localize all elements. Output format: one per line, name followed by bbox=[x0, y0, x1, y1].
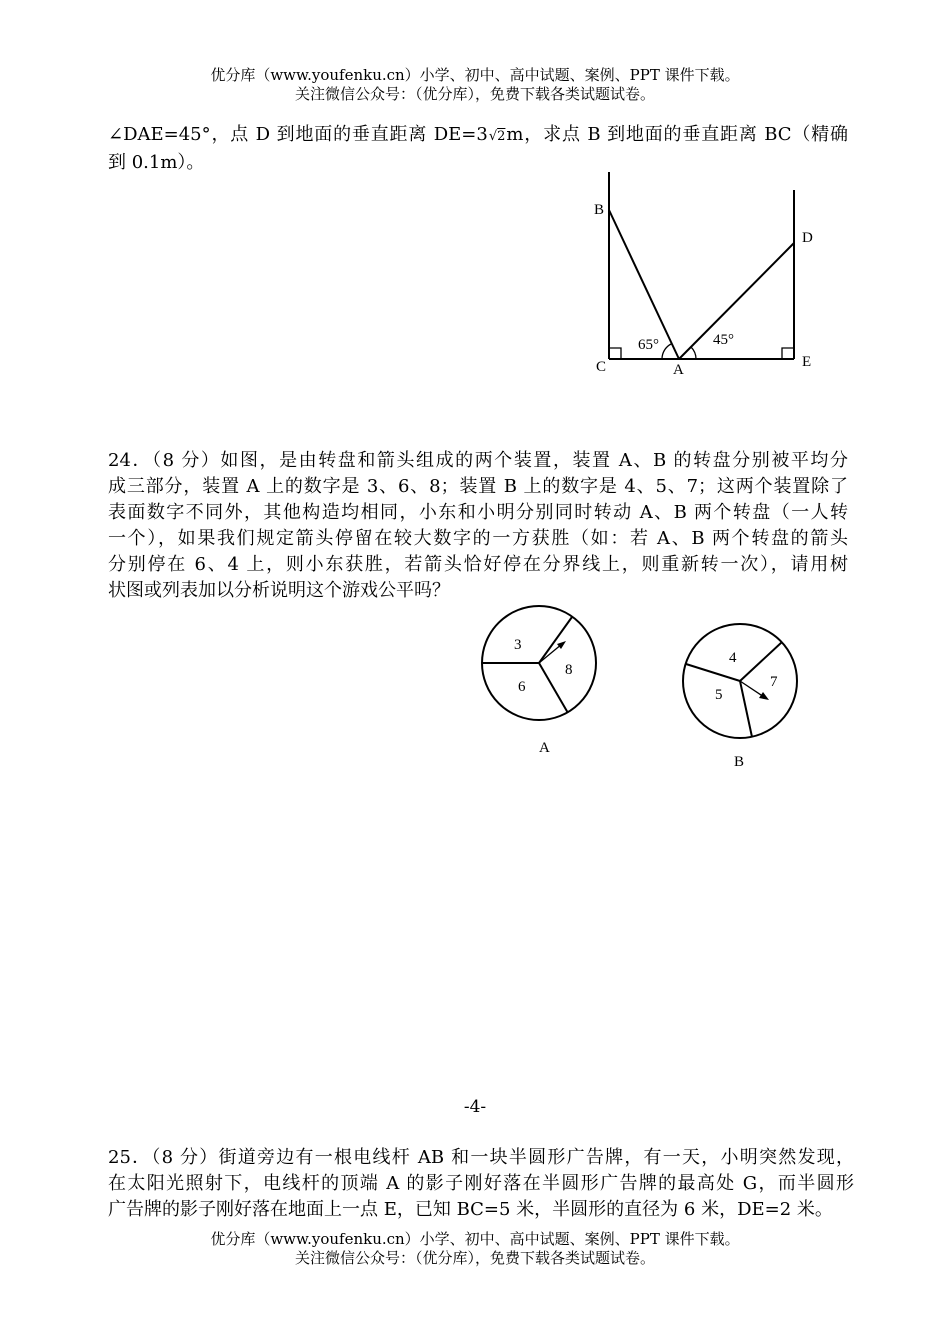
label-e: E bbox=[802, 354, 812, 370]
header-line-1: 优分库（www.youfenku.cn）小学、初中、高中试题、案例、PPT 课件下载。 bbox=[210, 66, 740, 84]
q24-line-2: 成三部分，装置 A 上的数字是 3、6、8；装置 B 上的数字是 4、5、7；这两个装置除了 bbox=[108, 476, 848, 497]
spinner-b-arrow-head bbox=[759, 692, 769, 700]
spinner-a-number-6: 6 bbox=[518, 679, 526, 695]
label-c: C bbox=[596, 359, 607, 375]
q24-line-3: 表面数字不同外，其他构造均相同，小东和小明分别同时转动 A、B 两个转盘（一人转 bbox=[108, 502, 848, 523]
header-line-2: 关注微信公众号：（优分库），免费下载各类试题试卷。 bbox=[294, 85, 655, 103]
spinner-b-divider-1 bbox=[686, 664, 740, 681]
label-a: A bbox=[673, 362, 684, 378]
spinner-b-number-5: 5 bbox=[715, 687, 723, 703]
spinner-b-label: B bbox=[734, 754, 745, 770]
page-number: -4- bbox=[463, 1097, 487, 1117]
q24-line-6: 状图或列表加以分析说明这个游戏公平吗？ bbox=[108, 580, 450, 601]
spinner-a-figure bbox=[470, 600, 610, 765]
label-d: D bbox=[802, 230, 813, 246]
q25-line-2: 在太阳光照射下，电线杆的顶端 A 的影子刚好落在半圆形广告牌的最高处 G，而半圆形 bbox=[108, 1173, 854, 1194]
page-header bbox=[0, 66, 950, 104]
question-25-text bbox=[108, 1145, 854, 1223]
q23-figure bbox=[585, 168, 825, 383]
spinner-b-number-4: 4 bbox=[729, 650, 737, 666]
right-angle-mark-e bbox=[782, 348, 794, 359]
ladder-line-ad bbox=[679, 243, 794, 359]
page-footer bbox=[0, 1230, 950, 1268]
spinner-a-label: A bbox=[539, 740, 550, 756]
spinner-b-number-7: 7 bbox=[770, 674, 778, 690]
angle-label-45: 45° bbox=[713, 332, 734, 348]
angle-label-65: 65° bbox=[638, 337, 659, 353]
footer-line-1: 优分库（www.youfenku.cn）小学、初中、高中试题、案例、PPT 课件下载。 bbox=[210, 1230, 740, 1248]
q23-line-1 bbox=[108, 122, 848, 150]
footer-line-2: 关注微信公众号：（优分库），免费下载各类试题试卷。 bbox=[294, 1249, 655, 1267]
sqrt-radicand: 2 bbox=[497, 129, 506, 144]
spinner-a-divider-3 bbox=[539, 663, 568, 713]
sqrt-symbol: √2 bbox=[488, 129, 506, 144]
q24-line-5: 分别停在 6、4 上，则小东获胜，若箭头恰好停在分界线上，则重新转一次），请用树 bbox=[108, 554, 848, 575]
spinner-b-divider-3 bbox=[740, 681, 752, 737]
right-angle-mark-c bbox=[609, 348, 621, 359]
q23-line-2: 到 0.1m）。 bbox=[108, 152, 205, 173]
spinner-b-figure bbox=[675, 615, 810, 775]
question-24-text bbox=[108, 448, 848, 604]
spinner-a-number-3: 3 bbox=[514, 637, 522, 653]
q25-line-1: 25．（8 分）街道旁边有一根电线杆 AB 和一块半圆形广告牌，有一天，小明突然发现， bbox=[108, 1147, 854, 1168]
q23-line-1-part-b: m，求点 B 到地面的垂直距离 BC（精确 bbox=[506, 124, 848, 145]
q24-line-1: 24．（8 分）如图，是由转盘和箭头组成的两个装置，装置 A、B 的转盘分别被平均分 bbox=[108, 450, 848, 471]
q23-line-1-part-a: ∠DAE=45°，点 D 到地面的垂直距离 DE=3 bbox=[108, 124, 488, 145]
q24-line-4: 一个），如果我们规定箭头停留在较大数字的一方获胜（如：若 A、B 两个转盘的箭头 bbox=[108, 528, 848, 549]
angle-arc-45 bbox=[691, 347, 696, 359]
spinner-a-divider-2 bbox=[539, 617, 572, 663]
spinner-a-number-8: 8 bbox=[565, 662, 573, 678]
angle-arc-65 bbox=[662, 344, 671, 359]
label-b: B bbox=[594, 202, 605, 218]
q25-line-3: 广告牌的影子刚好落在地面上一点 E，已知 BC=5 米，半圆形的直径为 6 米，DE=2 米。 bbox=[108, 1199, 833, 1220]
